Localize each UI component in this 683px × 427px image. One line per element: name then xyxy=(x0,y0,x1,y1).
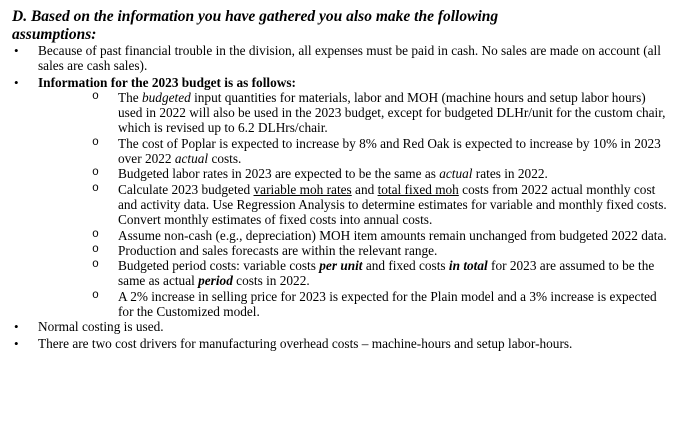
sub-item-labor-rates xyxy=(38,166,671,181)
text: and fixed costs xyxy=(362,258,449,274)
text: for 2023 are assumed to be the same as actual xyxy=(118,258,655,289)
bullet-cost-drivers xyxy=(12,336,671,351)
emphasis: budgeted xyxy=(142,89,191,105)
text: A 2% increase in selling price for 2023 is expected for the Plain model and a 3% increase is expected for the Customized model. xyxy=(118,288,657,320)
heading-line-1: D. Based on the information you have gathered you also make the following xyxy=(12,8,499,25)
text: input quantities for materials, labor and MOH (machine hours and setup labor hours) used in 2022 will also be used in the 2023 budget, except for budgeted DLHr/unit for the custom chair, which is revised up to 6.2 DLHrs/chair. xyxy=(118,89,666,136)
sub-item-material-cost xyxy=(38,136,671,167)
text: Production and sales forecasts are within the relevant range. xyxy=(118,242,438,258)
bullet-cash-text: Because of past financial trouble in the division, all expenses must be paid in cash. No sales are made on account (all sales are cash sales). xyxy=(38,43,661,74)
bullet-normal-costing-text: Normal costing is used. xyxy=(38,319,164,335)
emphasis: in total xyxy=(448,258,488,274)
text: Assume non-cash (e.g., depreciation) MOH item amounts remain unchanged from budgeted 2022 data. xyxy=(118,227,667,243)
emphasis: per unit xyxy=(319,258,363,274)
heading-line-2: assumptions: xyxy=(12,25,97,43)
sub-item-selling-price xyxy=(38,289,671,320)
text: costs in 2022. xyxy=(232,273,310,289)
sub-item-non-cash-moh xyxy=(38,228,671,243)
text: Budgeted labor rates in 2023 are expected to be the same as xyxy=(118,166,440,182)
bullet-cost-drivers-text: There are two cost drivers for manufacturing overhead costs – machine-hours and setup labor-hours. xyxy=(38,335,573,351)
bullet-info-title: Information for the 2023 budget is as follows: xyxy=(38,74,296,90)
text: The cost of Poplar is expected to increase by 8% and Red Oak is expected to increase by 10% in 2023 over 2022 xyxy=(118,135,661,167)
emphasis: period xyxy=(198,273,233,289)
assumption-list xyxy=(12,43,671,351)
text: Budgeted period costs: variable costs xyxy=(118,258,320,274)
section-heading xyxy=(12,8,671,43)
bullet-normal-costing xyxy=(12,319,671,334)
text: rates in 2022. xyxy=(472,166,548,182)
text: Calculate 2023 budgeted xyxy=(118,181,254,197)
sub-item-period-costs xyxy=(38,258,671,289)
underlined-text: total fixed moh xyxy=(377,181,459,197)
text: costs. xyxy=(208,151,242,167)
sub-item-moh-rates xyxy=(38,182,671,228)
bullet-info xyxy=(12,75,671,320)
text: costs from 2022 actual monthly cost and activity data. Use Regression Analysis to determine estimates for variable and monthly fixed costs. Convert monthly estimates of fixed costs into annual costs. xyxy=(118,181,667,228)
sub-item-input-quantities xyxy=(38,90,671,136)
emphasis: actual xyxy=(439,166,473,182)
sub-item-relevant-range xyxy=(38,243,671,258)
underlined-text: variable moh rates xyxy=(253,181,352,197)
budget-info-sublist xyxy=(38,90,671,319)
bullet-cash xyxy=(12,43,671,74)
text: and xyxy=(351,181,378,197)
emphasis: actual xyxy=(174,151,209,167)
text: The xyxy=(118,89,142,105)
